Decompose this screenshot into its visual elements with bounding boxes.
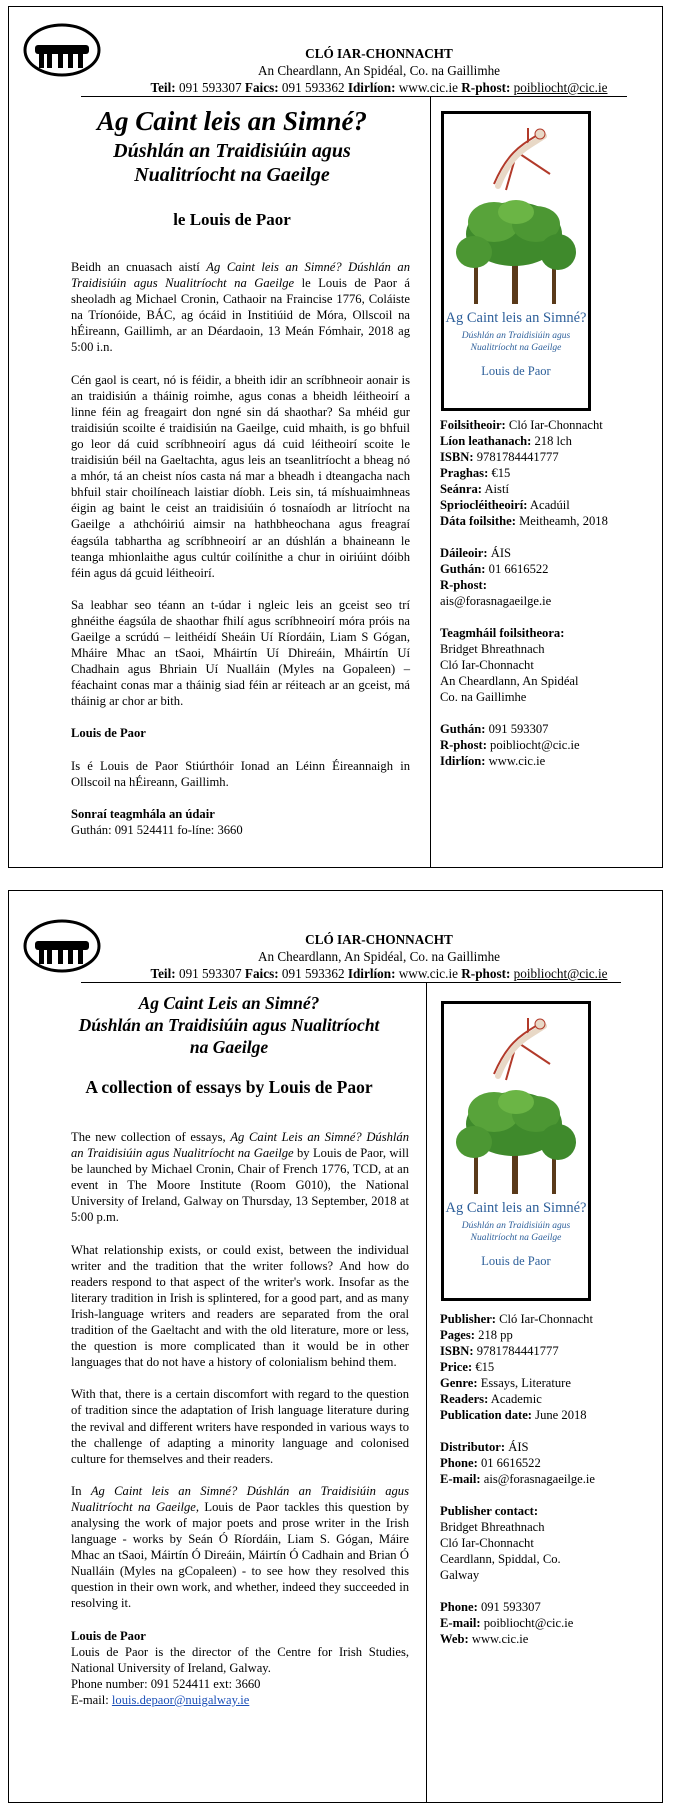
cover-title: Ag Caint leis an Simné?	[445, 310, 587, 326]
publisher-email[interactable]: poibliocht@cic.ie	[483, 1616, 574, 1630]
title-sub-1: Dúshlán an Traidisiúin agus	[113, 140, 351, 162]
website-link[interactable]: www.cic.ie	[398, 966, 458, 981]
book-details	[440, 1311, 655, 1647]
publisher-contact: Teagmháil foilsitheora: Bridget Bhreathnach Cló Iar-Chonnacht An Cheardlann, An Spidéal Co. na Gaillimhe	[440, 626, 579, 704]
header-rule	[81, 96, 627, 97]
website-link[interactable]: www.cic.ie	[398, 80, 458, 95]
book-cover	[441, 111, 591, 411]
header-rule	[81, 982, 621, 983]
author-email-line: E-mail: louis.depaor@nuigalway.ie	[71, 1692, 250, 1707]
byline: A collection of essays by Louis de Paor	[85, 1077, 373, 1097]
cover-subtitle-1: Dúshlán an Traidisiúin agus	[461, 331, 571, 341]
author-bio: Louis de Paor is the director of the Centre for Irish Studies, National University of Ireland, Galway.	[71, 1644, 409, 1675]
publisher-address: An Cheardlann, An Spidéal, Co. na Gaillimhe	[257, 949, 501, 964]
paragraph-3: Sa leabhar seo téann an t-údar i ngleic leis an gceist seo trí ghnéithe éagsúla de shaothar fhilí agus scríbhneoirí móra próis na Gaeilge a scrúdú – leithéidí Sheáin Uí Ríordáin, Liam S Gógan, Mháire Mhac an tSaoi, Mháirtín Uí Dhireáin, Mháirtín Uí Chadhain agus Bhriain Uí Nualláin (Myles na Gopaleen) – féachaint conas mar a tháinig siad féin ar réiteach ar an gceist, má tháinig ar chor ar bith.	[71, 597, 410, 709]
book-details	[440, 417, 650, 769]
letterhead	[109, 931, 649, 982]
email-link[interactable]: poibliocht@cic.ie	[513, 80, 608, 95]
title-sub-1: Dúshlán an Traidisiúin agus Nualitríocht	[78, 1015, 380, 1035]
publisher-logo	[23, 919, 101, 973]
byline: le Louis de Paor	[173, 210, 291, 229]
press-release-english	[8, 890, 663, 1803]
contact-heading: Sonraí teagmhála an údair	[71, 806, 215, 821]
distributor-info: Distributor: ÁIS Phone: 01 6616522 E-mail: ais@forasnagaeilge.ie	[440, 1440, 595, 1486]
distributor-email[interactable]: ais@forasnagaeilge.ie	[440, 594, 552, 608]
book-cover	[441, 1001, 591, 1301]
paragraph-2: Cén gaol is ceart, nó is féidir, a bheith idir an scríbhneoir aonair is an traidisiún a tháinig roimhe, agus conas a bheidh léitheoirí a linne féin ag freagairt don ngné sin dá shaothar? Sa mhéid gur traidisiún scoilte é traidisiún na Gaeilge, cuid mhaith, is go bhfuil go leor dá cuid scríbhneoirí agus dá cuid léitheoirí scoite le traidisiún béil na Gaeltachta, agus leis an tseanlitríocht a bheag nó a mhór, tá an cheist níos casta ná mar a bheadh i dteangacha nach bhfuil stair choilíneach laistiar díobh. Leis sin, tá míshuaimhneas éigin ag baint le ceist an traidisiúin ó tosnaíodh ar litríocht na Gaeilge a athchóiriú aimsir na hathbheochana agus freagraí éagsúla tabhartha ag scríbhneoirí ar an dúshlán a bhaineann le teanga mhionlaithe agus cultúr coilínithe a chur in oiriúint dóibh féin agus dá gcuid léitheoirí.	[71, 372, 410, 580]
cover-subtitle-2: Nualitríocht na Gaeilge	[470, 1233, 562, 1243]
publisher-web[interactable]: www.cic.ie	[471, 1632, 529, 1646]
paragraph-4: In Ag Caint leis an Simné? Dúshlán an Traidisiúin agus Nualitríocht na Gaeilge, Louis de Paor tackles this question by analysing the work of major poets and prose writer in the Irish language - works by Seán Ó Ríordáin, Liam S. Gógan, Máire Mhac an tSaoi, Máirtín Ó Direáin, Máirtín Ó Cadhain and Brian Ó Nualláin (Myles na gCopaleen) - to see how they resolved this question in their own work, and whether, indeed they succeeded in resolving it.	[71, 1483, 410, 1611]
publisher-contact: Publisher contact: Bridget Bhreathnach Cló Iar-Chonnacht Ceardlann, Spiddal, Co. Galway	[440, 1504, 561, 1582]
cover-author: Louis de Paor	[481, 364, 551, 378]
publication-info: Foilsitheoir: Cló Iar-Chonnacht Líon leathanach: 218 lch ISBN: 9781784441777 Praghas: €15 Seánra: Aistí Spriocléitheoirí: Acadúil Dáta foilsithe: Meitheamh, 2018	[440, 418, 608, 528]
publisher-name: CLÓ IAR-CHONNACHT	[305, 46, 453, 61]
author-heading: Louis de Paor	[71, 726, 146, 741]
press-release-irish	[8, 6, 663, 868]
contact-line: Teil: 091 593307 Faics: 091 593362 Idirlíon: www.cic.ie R-phost: poibliocht@cic.ie	[150, 966, 608, 981]
publication-info: Publisher: Cló Iar-Chonnacht Pages: 218 pp ISBN: 9781784441777 Price: €15 Genre: Essays, Literature Readers: Academic Publication date: June 2018	[440, 1312, 593, 1422]
contact-line: Teil: 091 593307 Faics: 091 593362 Idirlíon: www.cic.ie R-phost: poibliocht@cic.ie	[150, 80, 608, 95]
author-phone: Phone number: 091 524411 ext: 3660	[71, 1676, 261, 1691]
column-divider	[426, 982, 427, 1802]
paragraph-3: With that, there is a certain discomfort with regard to the question of tradition since the adaptation of Irish language literature during the revival and different writers have responded in various ways to the challenge of adapting a minority language and colonised culture for themselves and their readers.	[71, 1387, 409, 1466]
title-main: Ag Caint leis an Simné?	[96, 106, 368, 136]
publisher-contact-details: Phone: 091 593307 E-mail: poibliocht@cic.ie Web: www.cic.ie	[440, 1600, 574, 1646]
publisher-web[interactable]: www.cic.ie	[488, 754, 546, 768]
publisher-name: CLÓ IAR-CHONNACHT	[305, 932, 453, 947]
email-link[interactable]: poibliocht@cic.ie	[513, 966, 608, 981]
letterhead	[109, 45, 649, 96]
paragraph-2: What relationship exists, or could exist, between the individual writer and the tradition that the writer follows? And how do readers respond to that aspect of the writer's work. Insofar as the literary tradition in Irish is splintered, for a good part, and as many Irish-language writers and readers are separated from the oral tradition of the Gaeltacht and with the old literature, more or less, the question is more complicated than it would be in other languages that do not have a history of colonialism behind them.	[71, 1242, 409, 1370]
title-main: Ag Caint Leis an Simné?	[138, 993, 320, 1013]
column-divider	[430, 96, 431, 868]
publisher-address: An Cheardlann, An Spidéal, Co. na Gaillimhe	[257, 63, 501, 78]
launch-paragraph: The new collection of essays, Ag Caint Leis an Simné? Dúshlán an Traidisiúin agus Nualitríocht na Gaeilge by Louis de Paor, will be launched by Michael Cronin, Chair of French 1776, TCD, at an event in The Moore Institute (Room G010), the National University of Ireland, Galway on Thursday, 13 September, 2018 at 5:00 p.m.	[71, 1130, 409, 1225]
publisher-contact-details: Guthán: 091 593307 R-phost: poibliocht@cic.ie Idirlíon: www.cic.ie	[440, 722, 580, 768]
body-text	[71, 1129, 409, 1708]
title-sub-2: na Gaeilge	[189, 1037, 269, 1057]
contact-line: Guthán: 091 524411 fo-líne: 3660	[71, 822, 243, 837]
cover-author: Louis de Paor	[481, 1254, 551, 1268]
publisher-logo	[23, 23, 101, 77]
author-bio: Is é Louis de Paor Stiúrthóir Ionad an Léinn Éireannaigh in Ollscoil na hÉireann, Gaillimh.	[71, 758, 410, 789]
title-sub-2: Nualitríocht na Gaeilge	[134, 164, 330, 186]
cover-title: Ag Caint leis an Simné?	[445, 1200, 587, 1216]
author-email-link[interactable]: louis.depaor@nuigalway.ie	[111, 1692, 250, 1707]
cover-subtitle-2: Nualitríocht na Gaeilge	[470, 343, 562, 353]
launch-paragraph: Beidh an cnuasach aistí Ag Caint leis an Simné? Dúshlán an Traidisiúin agus Nualitríocht na Gaeilge le Louis de Paor á sheoladh ag Michael Cronin, Cathaoir na Fraincise 1776, Coláiste na Tríonóide, BÁC, ag ócáid in Institiúid de Móra, Ollscoil na hÉireann, Gaillimh, ar an Déardaoin, 13 Meán Fómhair, 2018 ag 5:00 i.n.	[71, 260, 410, 355]
distributor-email[interactable]: ais@forasnagaeilge.ie	[483, 1472, 595, 1486]
distributor-info: Dáileoir: ÁIS Guthán: 01 6616522 R-phost: ais@forasnagaeilge.ie	[440, 545, 650, 609]
cover-subtitle-1: Dúshlán an Traidisiúin agus	[461, 1221, 571, 1231]
cover-illustration	[454, 1014, 578, 1194]
body-text	[71, 259, 410, 838]
publisher-email[interactable]: poibliocht@cic.ie	[490, 738, 580, 752]
author-heading: Louis de Paor	[71, 1628, 146, 1643]
cover-illustration	[454, 124, 578, 304]
